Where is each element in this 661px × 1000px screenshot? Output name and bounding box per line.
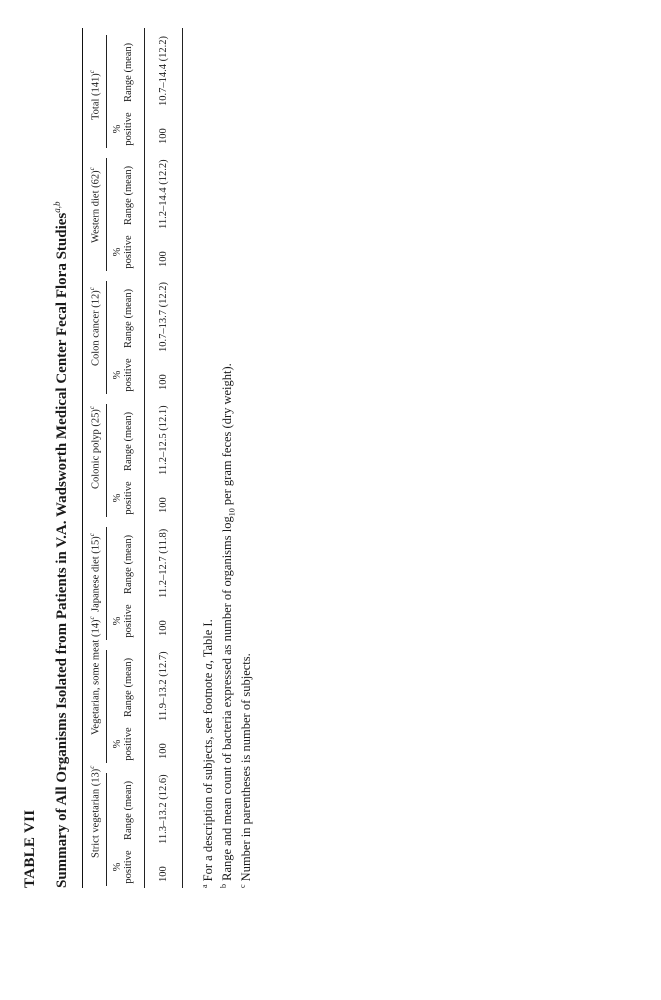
group-header-name: Vegetarian, some meat (14) [90,619,102,735]
range-mean-value: 11.3–13.2 (12.6) [158,774,169,844]
percent-positive-header [112,354,134,396]
group-header [88,287,102,366]
range-mean-header: Range (mean) [123,165,134,225]
group-header-rule [106,650,107,763]
footnote-b [219,363,237,888]
percent-symbol: % [112,739,123,749]
group-header-footnote-mark: c [88,287,96,291]
footnote-a-ref: a [201,663,216,670]
group-header-rule [106,281,107,394]
group-header-name: Colonic polyp (25) [90,409,102,489]
table-label: TABLE VII [22,809,38,888]
percent-positive-header [112,477,134,519]
percent-positive-value: 100 [158,866,169,882]
percent-symbol: % [112,124,123,134]
group-header-rule [106,35,107,148]
footnote-b-tail: per gram feces (dry weight). [220,363,235,509]
group-header-footnote-mark: c [88,405,96,410]
footnote-a [200,619,216,888]
positive-label: positive [123,850,134,884]
footnote-c-mark: c [238,884,247,888]
group-header [88,70,102,120]
footnote-a-tail: , Table I. [201,619,216,664]
group-header-name: Strict vegetarian (13) [90,768,102,858]
range-mean-value: 11.2–14.4 (12.2) [158,159,169,229]
footnote-c-text: Number in parentheses is number of subjects. [239,653,254,882]
header-bottom-rule [144,28,145,888]
group-header-footnote-mark: c [88,167,96,171]
footnote-a-text: For a description of subjects, see footnote [201,672,216,882]
range-mean-value: 11.2–12.7 (11.8) [158,528,169,598]
group-header-name: Japanese diet (15) [90,536,102,612]
percent-symbol: % [112,247,123,257]
range-mean-value: 11.9–13.2 (12.7) [158,651,169,721]
percent-positive-header [112,723,134,765]
range-mean-header: Range (mean) [123,288,134,348]
percent-positive-header [112,846,134,888]
group-header-footnote-mark: c [88,533,96,537]
percent-positive-header [112,108,134,150]
group-header-rule [106,527,107,640]
positive-label: positive [123,358,134,392]
group-header [88,167,102,243]
footnote-b-sub: 10 [227,508,237,517]
footnote-b-mark: b [219,884,228,888]
group-header-name: Colon cancer (12) [90,290,102,366]
positive-label: positive [123,604,134,638]
positive-label: positive [123,112,134,146]
group-header-name: Total (141) [90,73,102,120]
percent-positive-value: 100 [158,620,169,636]
range-mean-header: Range (mean) [123,657,134,717]
range-mean-value: 10.7–13.7 (12.2) [158,282,169,352]
group-header [88,616,102,735]
range-mean-header: Range (mean) [123,534,134,594]
table-title [52,201,71,888]
percent-positive-value: 100 [158,743,169,759]
range-mean-value: 11.2–12.5 (12.1) [158,405,169,475]
group-header-footnote-mark: c [88,765,96,769]
group-header-name: Western diet (62) [90,170,102,243]
group-header-rule [106,158,107,271]
percent-positive-value: 100 [158,374,169,390]
group-header [88,766,102,858]
percent-symbol: % [112,862,123,872]
table-title-text: Summary of All Organisms Isolated from Patients in V.A. Wadsworth Medical Center Fecal Flora Studies [54,212,70,888]
footnote-c [238,653,254,888]
positive-label: positive [123,235,134,269]
range-mean-value: 10.7–14.4 (12.2) [158,36,169,106]
percent-symbol: % [112,370,123,380]
positive-label: positive [123,727,134,761]
percent-positive-value: 100 [158,128,169,144]
footnote-b-text: Range and mean count of bacteria expressed as number of organisms log [220,516,235,881]
range-mean-header: Range (mean) [123,780,134,840]
percent-symbol: % [112,493,123,503]
table-top-rule [82,28,83,888]
group-header-footnote-mark: c [88,70,96,74]
group-header-rule [106,404,107,517]
group-header-footnote-mark: c [88,616,96,620]
percent-positive-header [112,600,134,642]
percent-positive-header [112,231,134,273]
group-header [88,406,102,489]
range-mean-header: Range (mean) [123,42,134,102]
percent-symbol: % [112,616,123,626]
table-bottom-rule [182,28,183,888]
percent-positive-value: 100 [158,497,169,513]
positive-label: positive [123,481,134,515]
footnote-a-mark: a [200,884,209,888]
group-header [88,533,102,612]
table-title-footnote-marks: a,b [52,201,62,213]
percent-positive-value: 100 [158,251,169,267]
range-mean-header: Range (mean) [123,411,134,471]
group-header-rule [106,773,107,886]
